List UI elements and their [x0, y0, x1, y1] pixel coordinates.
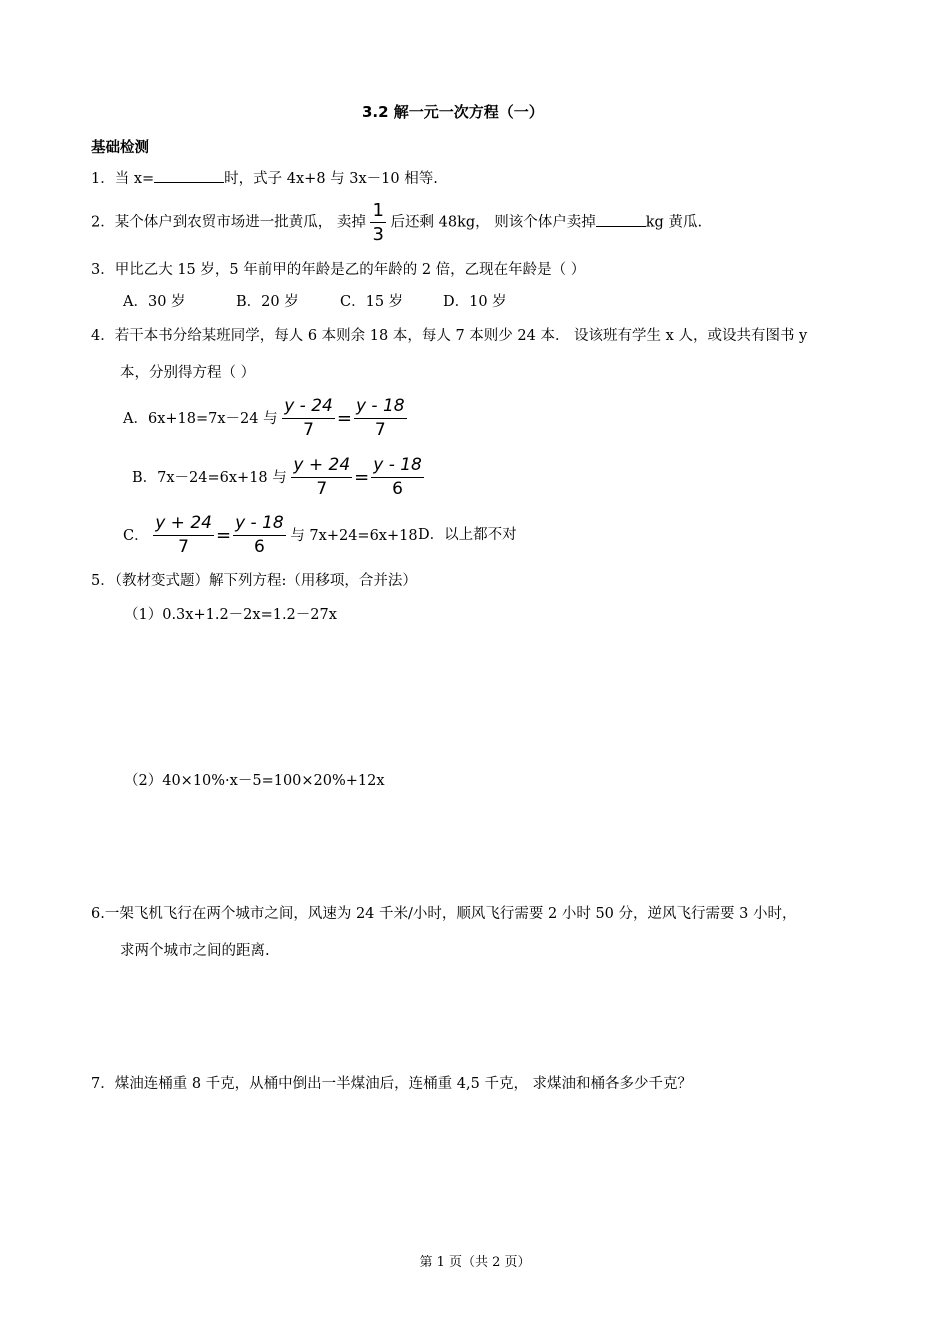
q2-answer-blank[interactable] [596, 212, 646, 227]
page-footer: 第 1 页（共 2 页） [419, 1255, 531, 1270]
question-5: 5．（教材变式题）解下列方程:（用移项，合并法） [91, 573, 417, 589]
q5-part-1: （1）0.3x+1.2－2x=1.2－27x [124, 607, 337, 623]
q4a-prefix: A．6x+18=7x－24 与 [123, 410, 278, 427]
q4c-num-1: y + 24 [155, 513, 212, 533]
q4b-prefix: B．7x－24=6x+18 与 [132, 469, 287, 486]
fraction-bar [291, 477, 352, 478]
q4b-den-2: 6 [392, 479, 403, 499]
q4b-fraction-2 [371, 455, 424, 500]
q3-option-a: A．30 岁 [123, 294, 186, 310]
q4c-suffix: 与 7x+24=6x+18 [290, 527, 418, 544]
q4-option-a [123, 396, 407, 441]
fraction-bar [233, 535, 286, 536]
q2-text-a: 2．某个体户到农贸市场进一批黄瓜， 卖掉 [91, 214, 366, 231]
q4-option-c [123, 513, 418, 558]
q3-option-c: C．15 岁 [340, 294, 404, 310]
fraction-bar [354, 418, 407, 419]
q1-text-b: 时，式子 4x+8 与 3x－10 相等. [224, 171, 438, 187]
q4b-fraction-1 [291, 455, 352, 500]
q4c-den-2: 6 [253, 537, 265, 557]
q4-option-d: D．以上都不对 [418, 527, 517, 543]
question-6-line-2: 求两个城市之间的距离. [120, 943, 270, 959]
fraction-bar [153, 535, 214, 536]
q3-option-b: B．20 岁 [236, 294, 299, 310]
question-4-line-2: 本，分别得方程（ ） [120, 365, 256, 381]
equals-sign: = [215, 524, 232, 546]
q3-option-d: D．10 岁 [443, 294, 507, 310]
q4c-fraction-1 [153, 513, 214, 558]
q2-fraction [370, 200, 385, 245]
fraction-bar [282, 418, 335, 419]
page-title: 3.2 解一元一次方程（一） [362, 103, 544, 121]
question-1 [91, 168, 438, 188]
q4b-num-1: y + 24 [293, 455, 351, 475]
q1-text-a: 1．当 x= [91, 171, 155, 187]
q2-text-c: kg 黄瓜. [645, 214, 703, 231]
q2-fraction-numerator: 1 [372, 200, 384, 221]
q4a-fraction-2 [354, 396, 407, 441]
q4a-den-2: 7 [374, 420, 386, 440]
question-3: 3．甲比乙大 15 岁，5 年前甲的年龄是乙的年龄的 2 倍，乙现在年龄是（ ） [91, 262, 586, 278]
q5-part-2: （2）40×10%·x－5=100×20%+12x [124, 773, 385, 789]
fraction-bar [371, 477, 424, 478]
question-4-line-1: 4．若干本书分给某班同学，每人 6 本则余 18 本，每人 7 本则少 24 本． 设该班有学生 x 人，或设共有图书 y [91, 328, 808, 344]
section-heading: 基础检测 [91, 140, 149, 156]
equals-sign: = [354, 466, 370, 488]
q4c-fraction-2 [233, 513, 286, 558]
fraction-bar [370, 222, 385, 223]
equals-sign: = [336, 407, 352, 429]
q4a-den-1: 7 [303, 420, 314, 440]
q4c-prefix: C． [123, 527, 149, 544]
q4a-fraction-1 [282, 396, 335, 441]
q1-answer-blank[interactable] [154, 168, 224, 183]
q2-text-b: 后还剩 48kg， 则该个体户卖掉 [390, 214, 596, 231]
q4a-num-2: y - 18 [355, 396, 405, 416]
question-6-line-1: 6.一架飞机飞行在两个城市之间，风速为 24 千米/小时，顺风飞行需要 2 小时 50 分，逆风飞行需要 3 小时， [91, 906, 797, 922]
q4b-den-1: 7 [316, 479, 328, 499]
question-2 [91, 200, 702, 245]
q4b-num-2: y - 18 [373, 455, 422, 475]
q2-fraction-denominator: 3 [372, 224, 384, 245]
q4a-num-1: y - 24 [284, 396, 333, 416]
q4c-den-1: 7 [178, 537, 189, 557]
q4-option-b [132, 455, 424, 500]
q4c-num-2: y - 18 [235, 513, 284, 533]
question-7: 7．煤油连桶重 8 千克，从桶中倒出一半煤油后，连桶重 4,5 千克， 求煤油和桶各多少千克？ [91, 1076, 693, 1092]
